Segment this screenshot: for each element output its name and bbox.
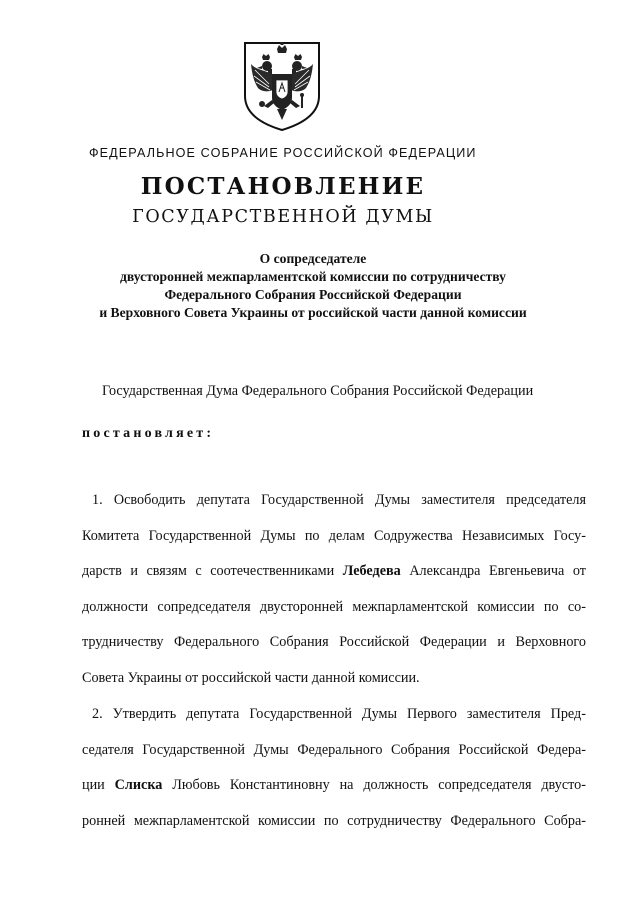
text-line: трудничеству Федерального Собрания Российской Федерации и Верховного (82, 634, 586, 650)
assembly-name: ФЕДЕРАЛЬНОЕ СОБРАНИЕ РОССИЙСКОЙ ФЕДЕРАЦИИ (89, 146, 477, 160)
document-subject (64, 250, 562, 322)
text-line (82, 768, 586, 804)
paragraph-1 (82, 483, 586, 696)
deputy-name-sliska: Слиска (114, 777, 163, 793)
subject-line: двусторонней межпарламентской комиссии по сотрудничеству (120, 269, 506, 284)
issuing-body: ГОСУДАРСТВЕННОЙ ДУМЫ (132, 207, 434, 227)
paragraph-2 (82, 697, 586, 839)
preamble: Государственная Дума Федерального Собрания Российской Федерации (102, 383, 534, 399)
text-line: 1. Освободить депутата Государственной Думы заместителя председателя (92, 492, 586, 508)
document-type-title: ПОСТАНОВЛЕНИЕ (140, 173, 426, 200)
coat-of-arms-icon (242, 40, 322, 132)
text-line: должности сопредседателя двусторонней межпарламентской комиссии по со- (82, 598, 586, 615)
resolves-keyword: постановляет: (82, 426, 215, 441)
deputy-name-lebedev: Лебедева (342, 563, 401, 579)
subject-line: Федерального Собрания Российской Федерации (164, 287, 462, 302)
text-line: седателя Государственной Думы Федерального Собрания Российской Федера- (82, 741, 586, 758)
text-fragment: Александра Евгеньевича от (409, 563, 586, 579)
text-line: Комитета Государственной Думы по делам Содружества Независимых Госу- (82, 527, 586, 544)
text-line: Совета Украины от российской части данной комиссии. (82, 669, 420, 686)
subject-line: и Верховного Совета Украины от российской части данной комиссии (99, 305, 527, 320)
text-line (82, 554, 586, 590)
text-line: ронней межпарламентской комиссии по сотрудничеству Федерального Собра- (82, 812, 586, 829)
text-fragment: Любовь Константиновну на должность сопредседателя двусто- (172, 777, 586, 793)
text-fragment: ции (82, 777, 105, 793)
text-fragment: дарств и связям с соотечественниками (82, 563, 335, 579)
subject-line: О сопредседателе (259, 251, 367, 266)
text-line: 2. Утвердить депутата Государственной Думы Первого заместителя Пред- (92, 706, 586, 722)
